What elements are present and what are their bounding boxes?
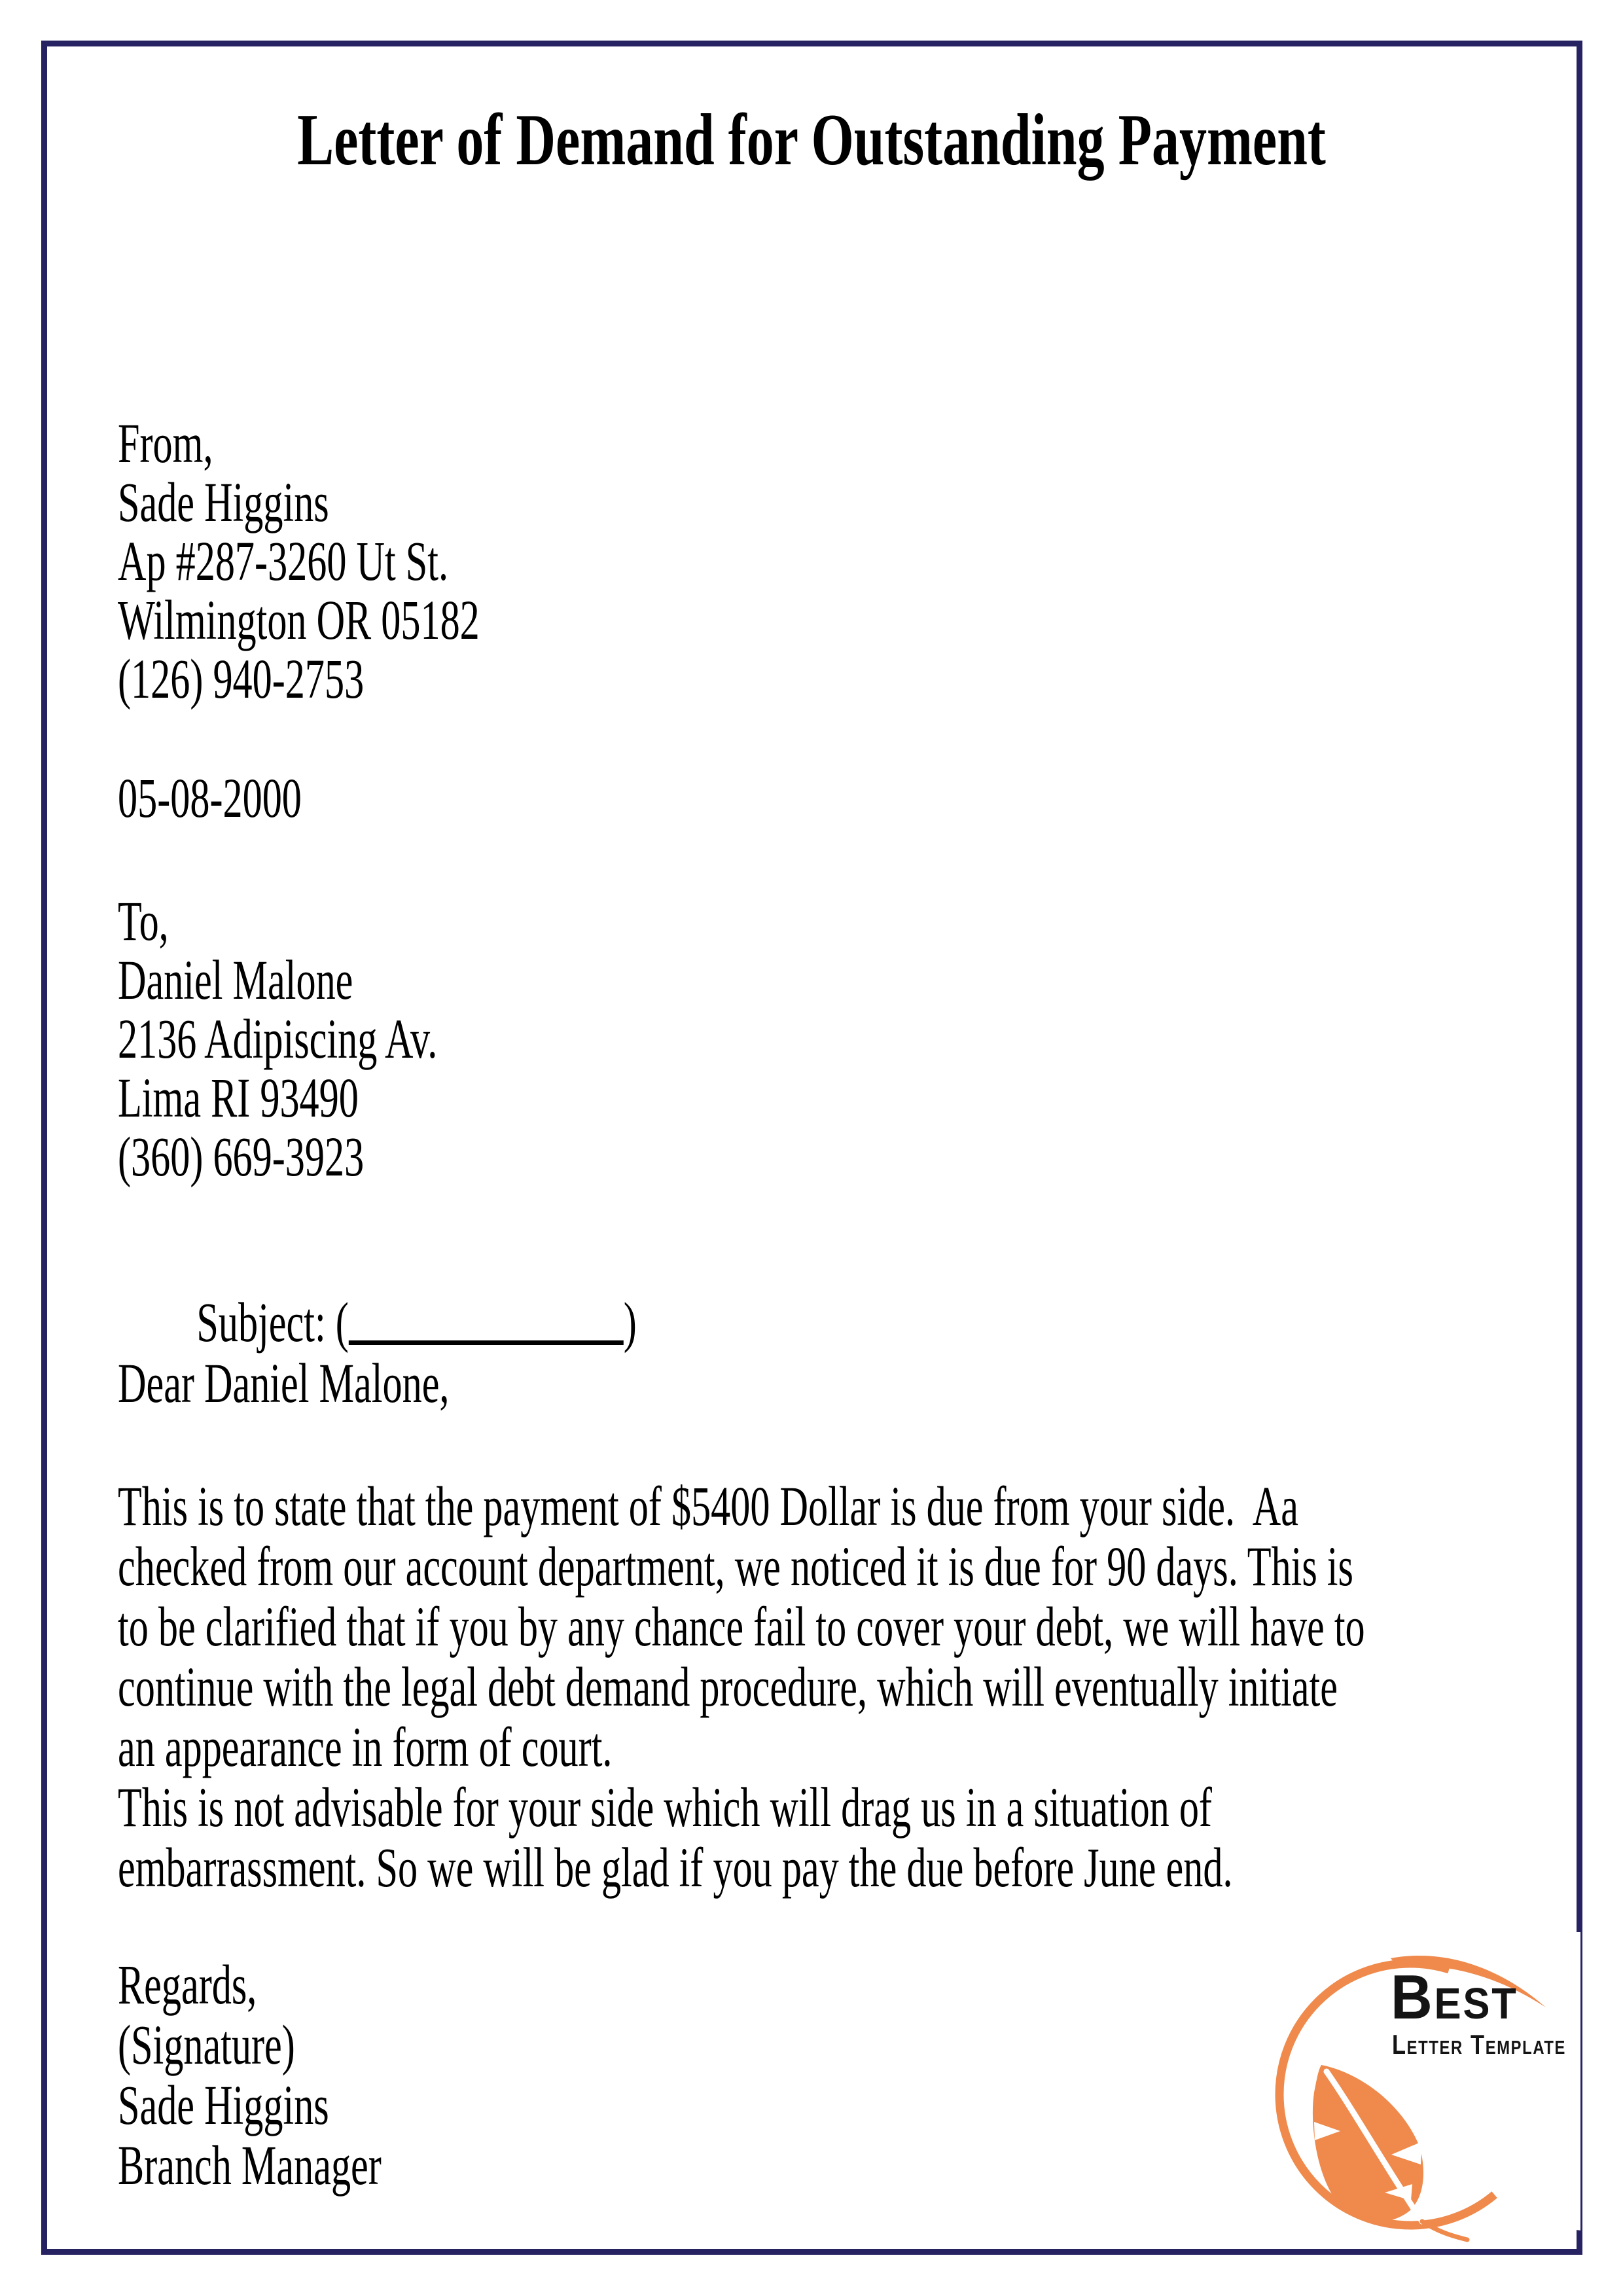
- body-line: checked from our account department, we noticed it is due for 90 days. This is: [118, 1535, 1353, 1598]
- closing-line: Branch Manager: [118, 2134, 382, 2197]
- body-line: embarrassment. So we will be glad if you pay the due before June end.: [118, 1836, 1233, 1899]
- sender-label: From,: [118, 412, 213, 475]
- salutation: Dear Daniel Malone,: [118, 1352, 450, 1414]
- sender-line: Wilmington OR 05182: [118, 588, 480, 651]
- body-line: This is to state that the payment of $5400 Dollar is due from your side. Aa: [118, 1475, 1299, 1537]
- subject-prefix: Subject: (: [196, 1291, 349, 1354]
- sender-block: [118, 414, 480, 708]
- recipient-label: To,: [118, 889, 169, 952]
- recipient-line: Daniel Malone: [118, 948, 353, 1011]
- recipient-line: (360) 669-3923: [118, 1125, 365, 1188]
- closing-line: (Signature): [118, 2013, 295, 2076]
- sender-line: (126) 940-2753: [118, 647, 365, 710]
- closing-block: [118, 1954, 382, 2195]
- recipient-line: 2136 Adipiscing Av.: [118, 1007, 438, 1070]
- body-line: an appearance in form of court.: [118, 1715, 613, 1778]
- closing-line: Regards,: [118, 1953, 257, 2016]
- date-text: 05-08-2000: [118, 766, 302, 829]
- sender-line: Sade Higgins: [118, 471, 329, 533]
- subject-blank-line: [349, 1297, 624, 1345]
- logo-wordmark: Best: [1391, 1962, 1518, 2032]
- body-line: continue with the legal debt demand procedure, which will eventually initiate: [118, 1655, 1338, 1718]
- logo-subtitle: Letter Template: [1392, 2029, 1567, 2060]
- recipient-line: Lima RI 93490: [118, 1066, 359, 1129]
- recipient-block: [118, 891, 437, 1186]
- date-block: [118, 768, 302, 828]
- letter-title: Letter of Demand for Outstanding Payment: [297, 99, 1326, 181]
- body-line: This is not advisable for your side which will drag us in a situation of: [118, 1776, 1212, 1839]
- sender-line: Ap #287-3260 Ut St.: [118, 529, 449, 592]
- body-paragraph: [118, 1476, 1365, 1897]
- subject-suffix: ): [623, 1291, 637, 1354]
- body-line: to be clarified that if you by any chance fail to cover your debt, we will have to: [118, 1595, 1365, 1658]
- closing-line: Sade Higgins: [118, 2073, 329, 2136]
